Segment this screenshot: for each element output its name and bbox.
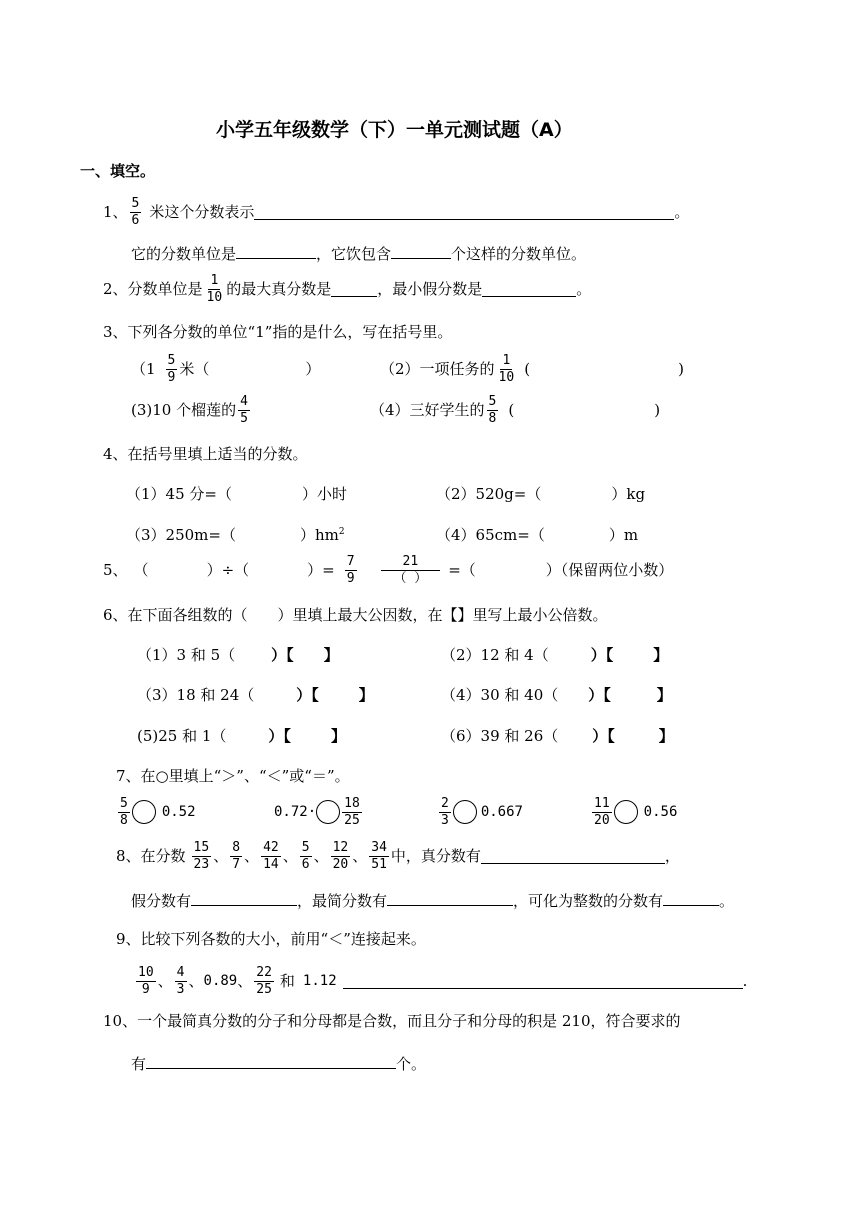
q2-end: 。	[576, 279, 592, 298]
q6-item-bracket: ）【	[296, 686, 319, 704]
compare-circle[interactable]	[132, 800, 156, 824]
question-2	[103, 274, 591, 304]
q3-item-1	[131, 354, 320, 384]
q7-item-1-value: 0.52	[161, 804, 196, 821]
q8-mid-text: 中，真分数有	[390, 846, 481, 865]
q9-numbers	[134, 966, 747, 996]
compare-circle[interactable]	[614, 800, 638, 824]
q8-fraction: $\frac{34}{51}$	[371, 840, 387, 872]
q2-blank-2[interactable]	[482, 282, 576, 297]
q3-item-3-fraction: $\frac{4}{5}$	[240, 394, 248, 426]
q10-answer-blank[interactable]	[146, 1054, 396, 1069]
question-10-line2	[131, 1054, 426, 1072]
q10-l2-text: 有	[131, 1055, 147, 1073]
q8-simplest-blank[interactable]	[387, 891, 513, 906]
q6-item-text: (5)25 和 1（	[137, 727, 227, 745]
q6-item-4	[441, 688, 672, 703]
q1-unit-blank[interactable]	[236, 244, 316, 259]
q6-item-bracket: ）【	[268, 727, 291, 745]
q8-proper-blank[interactable]	[481, 849, 665, 864]
q7-item-4-value: 0.56	[643, 804, 678, 821]
q6-item-bracket: ）【	[271, 646, 294, 664]
q9-fraction: $\frac{22}{25}$	[256, 965, 272, 997]
q3-item-2-fraction: $\frac{1}{10}$	[498, 353, 515, 385]
question-1	[103, 197, 689, 227]
q7-item-2	[274, 797, 364, 827]
q8-l2-text: 假分数有	[131, 892, 192, 910]
q2-fraction: $\frac{1}{10}$	[206, 273, 223, 305]
question-10: 10、一个最简真分数的分子和分母都是合数，而且分子和分母的积是 210，符合要求的	[103, 1012, 681, 1030]
question-4: 4、在括号里填上适当的分数。	[103, 445, 308, 463]
q7-item-1-fraction: $\frac{5}{8}$	[120, 796, 128, 828]
question-8-line2	[131, 891, 734, 909]
q3-item-4	[370, 395, 660, 425]
q3-item-3-prefix: (3)10 个榴莲的	[131, 400, 237, 419]
q4-item-4-text: （4）65cm=（	[436, 526, 545, 544]
q3-item-4-prefix: （4）三好学生的	[370, 400, 485, 419]
q7-item-2-value: 0.72·	[274, 804, 317, 821]
question-5	[103, 555, 673, 585]
q7-item-4	[590, 797, 677, 827]
q1-number: 1、	[103, 202, 128, 221]
q4-item-4	[436, 528, 638, 543]
q8-fraction: $\frac{5}{6}$	[301, 840, 310, 872]
q3-item-1-text: 米（	[179, 359, 210, 378]
q3-item-4-fraction: $\frac{5}{8}$	[488, 394, 497, 426]
q8-fraction: $\frac{15}{23}$	[193, 840, 210, 872]
q2-text-a: 的最大真分数是	[226, 279, 332, 298]
q6-item-bracket-close: 】	[653, 646, 669, 664]
q1-text: 米这个分数表示	[149, 202, 255, 221]
q5-paren-3: ）=	[307, 560, 335, 579]
compare-circle[interactable]	[316, 800, 340, 824]
q2-text-b: ，最小假分数是	[377, 279, 483, 298]
q3-item-4-open: (	[508, 400, 515, 419]
q6-item-bracket-close: 】	[358, 686, 374, 704]
q4-item-3	[126, 528, 345, 543]
q6-item-text: （6）39 和 26（	[441, 727, 559, 745]
q8-integer-blank[interactable]	[663, 891, 719, 906]
question-7: 7、在○里填上“＞”、“＜”或“＝”。	[116, 767, 350, 785]
q6-item-bracket-close: 】	[330, 727, 346, 745]
q6-item-text: （4）30 和 40（	[441, 686, 559, 704]
q9-value-2: 1.12	[302, 973, 337, 990]
q6-item-bracket: ）【	[590, 646, 614, 664]
q6-item-bracket: ）【	[588, 686, 611, 704]
q4-item-4-unit: ）m	[608, 526, 639, 544]
q8-l2-end: 。	[719, 892, 735, 910]
q6-item-bracket-close: 】	[658, 727, 674, 745]
q6-item-1	[137, 648, 339, 663]
q3-item-1-prefix: （1	[131, 359, 156, 378]
q4-item-2	[436, 487, 645, 502]
q5-fraction-2: $\frac{21}{( )}$	[381, 555, 441, 585]
q5-paren-1: （	[133, 560, 149, 579]
q7-item-4-fraction: $\frac{11}{20}$	[594, 796, 610, 828]
q4-item-3-sup: 2	[338, 527, 345, 537]
q7-item-2-fraction: $\frac{18}{25}$	[344, 796, 360, 828]
q8-fraction: $\frac{42}{14}$	[263, 840, 279, 872]
q8-sep: 、	[313, 846, 329, 865]
question-9: 9、比较下列各数的大小，前用“＜”连接起来。	[116, 930, 426, 948]
q3-item-2-close: )	[678, 359, 684, 378]
q8-sep: 、	[244, 846, 260, 865]
q5-paren-5: ）（保留两位小数）	[545, 560, 674, 579]
q6-item-text: （2）12 和 4（	[441, 646, 549, 664]
q2-blank-1[interactable]	[331, 282, 377, 297]
q8-sep: 、	[352, 846, 368, 865]
q8-sep: 、	[282, 846, 298, 865]
q4-item-2-unit: ）kg	[611, 485, 646, 503]
q6-item-bracket-close: 】	[656, 686, 672, 704]
question-1-line2	[131, 244, 586, 262]
q4-item-1	[126, 487, 347, 502]
question-6: 6、在下面各组数的（ ）里填上最大公因数，在【】里写上最小公倍数。	[103, 606, 608, 624]
question-8	[116, 841, 680, 871]
q5-paren-4: =（	[448, 560, 476, 579]
q7-item-3-fraction: $\frac{2}{3}$	[441, 796, 449, 828]
q1-count-blank[interactable]	[391, 244, 451, 259]
page-title: 小学五年级数学（下）一单元测试题（A）	[216, 119, 573, 141]
section-heading: 一、填空。	[80, 162, 156, 180]
q8-l2-text-c: ，可化为整数的分数有	[513, 892, 664, 910]
q7-item-3-value: 0.667	[480, 804, 523, 821]
q3-item-3	[131, 395, 252, 425]
q5-fraction-1: $\frac{7}{9}$	[346, 554, 355, 586]
q6-item-2	[441, 648, 668, 663]
q4-item-1-unit: ）小时	[301, 485, 347, 503]
q3-item-2-prefix: （2）一项任务的	[380, 359, 495, 378]
q8-fraction: $\frac{8}{7}$	[232, 840, 241, 872]
q8-sep: 、	[213, 846, 229, 865]
q9-end: .	[742, 971, 748, 990]
q9-sep: 、	[237, 971, 253, 990]
compare-circle[interactable]	[453, 800, 477, 824]
q6-item-5	[137, 729, 346, 744]
q7-item-3	[437, 797, 523, 827]
q9-fraction: $\frac{10}{9}$	[138, 965, 154, 997]
q4-item-2-text: （2）520g=（	[436, 485, 542, 503]
q1-answer-blank[interactable]	[254, 205, 674, 220]
q10-l2-end: 个。	[396, 1055, 427, 1073]
q9-sep: 、	[157, 971, 173, 990]
q5-number: 5、	[103, 560, 128, 579]
q3-item-2-open: (	[524, 359, 531, 378]
q1-fraction: $\frac{5}{6}$	[131, 196, 140, 228]
q2-text: 2、分数单位是	[103, 279, 203, 298]
q4-item-1-text: （1）45 分=（	[126, 485, 232, 503]
q9-value-1: 0.89	[203, 973, 238, 990]
q8-mid-end: ，	[664, 846, 680, 865]
q8-fraction: $\frac{12}{20}$	[332, 840, 349, 872]
q5-paren-2: ）÷（	[206, 560, 250, 579]
q6-item-bracket: ）【	[592, 727, 615, 745]
q6-item-text: （3）18 和 24（	[137, 686, 255, 704]
q9-sep: 、	[188, 971, 204, 990]
q6-item-text: （1）3 和 5（	[137, 646, 236, 664]
q4-item-3-text: （3）250m=（	[126, 526, 236, 544]
q4-item-3-unit: ）hm	[299, 526, 339, 544]
q9-answer-blank[interactable]	[343, 974, 743, 989]
q3-item-4-close: )	[654, 400, 661, 419]
q3-item-1-fraction: $\frac{5}{9}$	[167, 353, 176, 385]
q6-item-bracket-close: 】	[323, 646, 339, 664]
q6-item-6	[441, 729, 674, 744]
q9-and: 和	[279, 971, 295, 990]
q1-line2-text-c: 个这样的分数单位。	[451, 245, 587, 263]
q7-item-1	[116, 797, 196, 827]
q9-fraction: $\frac{4}{3}$	[176, 965, 185, 997]
q8-prefix: 8、在分数	[116, 846, 186, 865]
q3-item-2	[380, 354, 684, 384]
q6-item-3	[137, 688, 374, 703]
q3-item-1-close: ）	[305, 359, 321, 378]
q1-end: 。	[674, 202, 690, 221]
q1-line2-text: 它的分数单位是	[131, 245, 237, 263]
q8-improper-blank[interactable]	[191, 891, 297, 906]
question-3: 3、下列各分数的单位“1”指的是什么，写在括号里。	[103, 323, 453, 341]
q1-line2-text-b: ，它饮包含	[316, 245, 392, 263]
q8-l2-text-b: ，最简分数有	[297, 892, 388, 910]
